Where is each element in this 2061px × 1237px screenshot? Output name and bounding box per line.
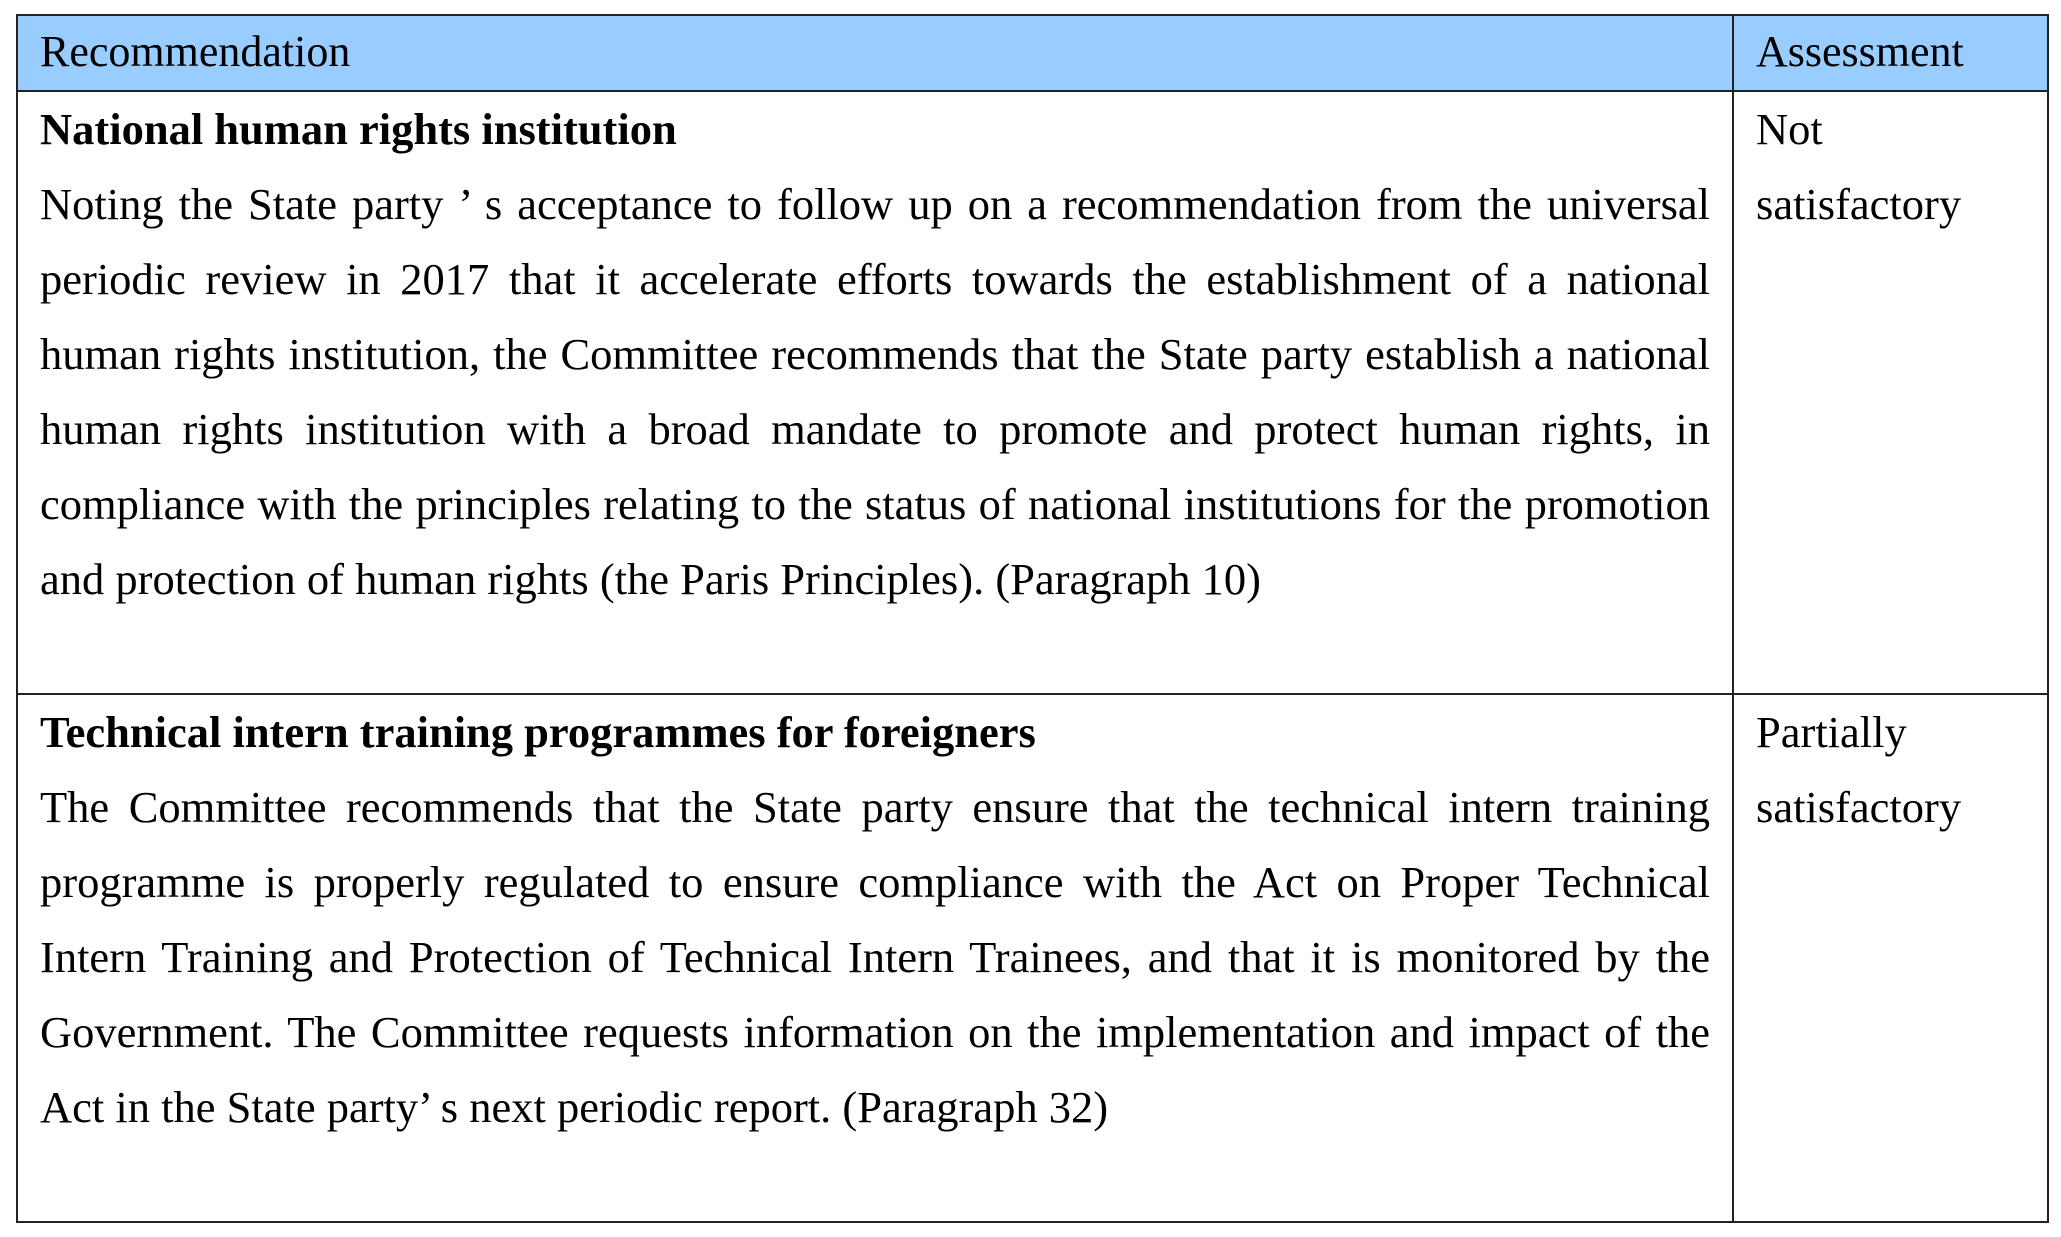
recommendations-table — [16, 14, 2049, 1223]
table-row — [17, 91, 2048, 694]
recommendation-text: Noting the State party ’ s acceptance to follow up on a recommendation from the universal periodic review in 2017 that it accelerate efforts towards the establishment of a national human rights institution, the Committee recommends that the State party establish a national human rights institution with a broad mandate to promote and protect human rights, in compliance with the principles relating to the status of national institutions for the promotion and protection of human rights (the Paris Principles). (Paragraph 10) — [40, 179, 1710, 604]
recommendation-text: The Committee recommends that the State party ensure that the technical intern training programme is properly regulated to ensure compliance with the Act on Proper Technical Intern Training and Protection of Technical Intern Trainees, and that it is monitored by the Government. The Committee requests information on the implementation and impact of the Act in the State party’ s next periodic report. (Paragraph 32) — [40, 782, 1710, 1132]
assessment-cell — [1733, 91, 2048, 694]
table-header — [17, 15, 2048, 91]
recommendation-column-header: Recommendation — [17, 15, 1733, 91]
assessment-column-header: Assessment — [1733, 15, 2048, 91]
recommendation-heading: National human rights institution — [40, 104, 677, 154]
recommendation-cell — [17, 91, 1733, 694]
recommendation-cell — [17, 694, 1733, 1222]
assessment-cell — [1733, 694, 2048, 1222]
assessment-value: Not satisfactory — [1756, 104, 1962, 229]
table-row — [17, 694, 2048, 1222]
assessment-value: Partially satisfactory — [1756, 707, 1962, 832]
header-row — [17, 15, 2048, 91]
recommendation-heading: Technical intern training programmes for foreigners — [40, 707, 1036, 757]
table-body — [17, 91, 2048, 1222]
